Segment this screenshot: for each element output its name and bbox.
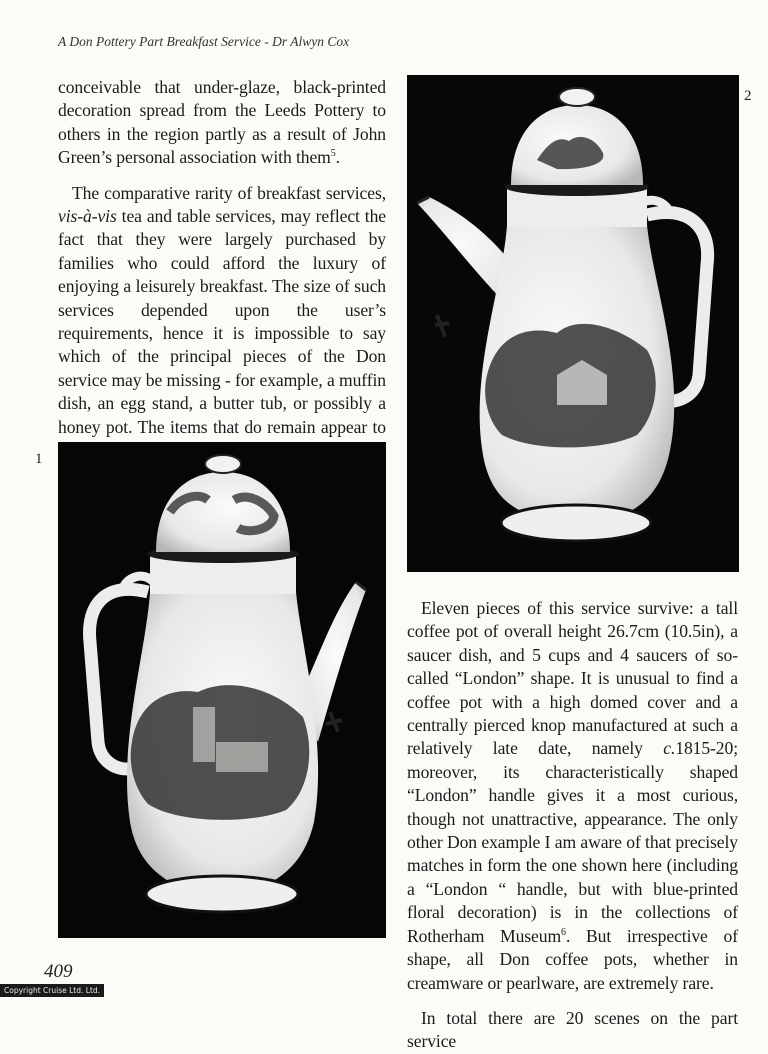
paragraph: Eleven pieces of this service survive: a tall coffee pot of overall height 26.7cm (10.5in), a saucer dish, and 5 cups and 4 saucers of so-called “London” shape. It is unusual to find a coffee pot with a high domed cover and a centrally pierced knop manufactured at such a relatively late date, namely c.1815-20; moreover, its characteristically shaped “London” handle gives it a most curious, though not unattractive, appearance. The only other Don example I am aware of that precisely matches in form the one shown here (including a “London “ handle, but with blue-printed floral decoration) is in the collections of Rotherham Museum$^6$. But irrespective of shape, all Don coffee pots, whether in creamware or pearlware, are extremely rare.: [407, 598, 738, 993]
footnote-ref: 6: [561, 926, 566, 938]
figure-2-photo: [407, 75, 739, 572]
right-column-text: [407, 597, 738, 1054]
paragraph: The comparative rarity of breakfast services, vis-à-vis tea and table services, may reflect the fact that they were largely purchased by families who could afford the luxury of enjoying a leisurely breakfast. The size of such services depended upon the user’s requirements, hence it is impossible to say which of the principal pieces of the Don service may be missing - for example, a muffin dish, an egg stand, a butter tub, or possibly a honey pot. The items that do remain appear to: [58, 182, 386, 437]
coffee-pot-illustration: [407, 75, 739, 572]
figure-1-number: 1: [35, 451, 43, 467]
figure-1-photo: [58, 442, 386, 938]
running-head: A Don Pottery Part Breakfast Service - Dr Alwyn Cox: [58, 34, 350, 49]
page-number: 409: [44, 961, 73, 982]
paragraph: In total there are 20 scenes on the part service: [407, 1007, 738, 1052]
watermark: Copyright Cruise Ltd. Ltd.: [0, 984, 104, 997]
coffee-pot-illustration: [58, 442, 386, 938]
footnote-ref: 5: [330, 148, 336, 160]
figure-2-number: 2: [744, 88, 752, 104]
paragraph: conceivable that under-glaze, black-printed decoration spread from the Leeds Pottery to others in the region partly as a result of John Green’s personal association with them$^5$.: [58, 77, 386, 168]
